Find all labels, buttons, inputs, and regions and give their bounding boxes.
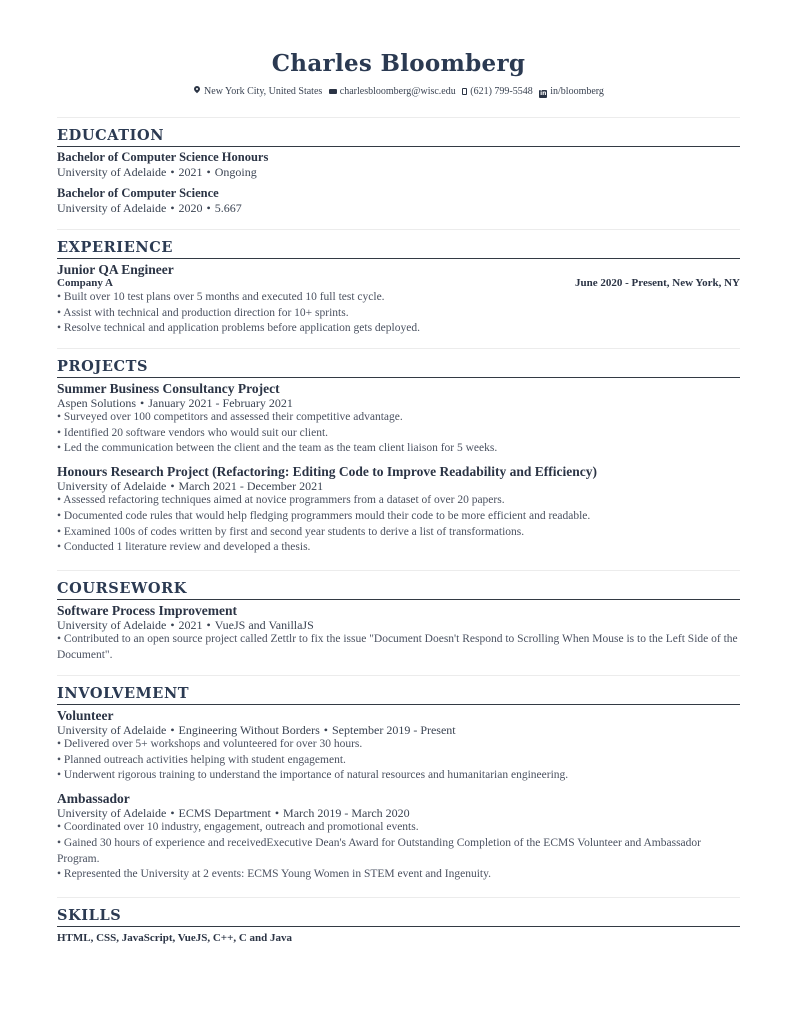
involvement-dept: ECMS Department <box>178 806 271 821</box>
map-pin-icon <box>193 87 201 95</box>
education-entry <box>57 150 740 179</box>
involvement-entry <box>57 791 740 883</box>
project-name: Summer Business Consultancy Project <box>57 381 280 396</box>
bullet-item: • Resolve technical and application problems before application gets deployed. <box>57 322 420 335</box>
job-date-location: June 2020 - Present, New York, NY <box>575 277 740 289</box>
project-meta <box>57 479 740 493</box>
section-title-projects: PROJECTS <box>57 358 740 378</box>
involvement-dates: March 2019 - March 2020 <box>283 806 410 821</box>
course-year: 2021 <box>178 618 203 632</box>
contact-email[interactable] <box>329 85 456 99</box>
separator-dot: • <box>323 723 328 737</box>
section-education <box>57 117 740 222</box>
job-title: Junior QA Engineer <box>57 262 174 277</box>
separator-dot: • <box>206 165 211 179</box>
separator-dot: • <box>170 723 175 737</box>
separator-dot: • <box>170 618 175 632</box>
project-meta <box>57 396 740 410</box>
bullet-item: • Conducted 1 literature review and developed a thesis. <box>57 541 311 554</box>
involvement-org: University of Adelaide <box>57 806 167 821</box>
separator-dot: • <box>274 806 280 821</box>
candidate-name: Charles Bloomberg <box>271 50 526 77</box>
gpa: 5.667 <box>214 201 242 215</box>
involvement-dates: September 2019 - Present <box>332 723 456 737</box>
involvement-org: University of Adelaide <box>57 723 167 737</box>
skills-list: HTML, CSS, JavaScript, VueJS, C++, C and Java <box>57 932 293 944</box>
involvement-role: Volunteer <box>57 708 114 723</box>
contact-linkedin[interactable] <box>539 85 604 99</box>
bullet-item: • Planned outreach activities helping with student engagement. <box>57 753 346 766</box>
envelope-icon <box>329 89 337 94</box>
project-name: Honours Research Project (Refactoring: Editing Code to Improve Readability and Efficiency) <box>57 464 597 480</box>
company-name: Company A <box>57 277 113 289</box>
involvement-role: Ambassador <box>57 791 130 807</box>
bullet-item: • Assessed refactoring techniques aimed at novice programmers from a dataset of over 20 papers. <box>57 494 505 507</box>
separator-dot: • <box>206 201 211 215</box>
contact-phone[interactable] <box>462 85 533 99</box>
mobile-phone-icon <box>462 88 467 95</box>
section-title-experience: EXPERIENCE <box>57 239 740 259</box>
bullet-item: • Delivered over 5+ workshops and volunteered for over 30 hours. <box>57 738 363 750</box>
location-text: New York City, United States <box>204 86 323 97</box>
involvement-dept: Engineering Without Borders <box>178 723 320 737</box>
school: University of Adelaide <box>57 165 167 179</box>
education-entry <box>57 186 740 215</box>
section-involvement <box>57 675 740 890</box>
bullet-item: • Built over 10 test plans over 5 months and executed 10 full test cycle. <box>57 291 385 303</box>
course-tech: VueJS and VanillaJS <box>214 618 314 632</box>
separator-dot: • <box>206 618 211 632</box>
school: University of Adelaide <box>57 201 167 215</box>
phone-text[interactable]: (621) 799-5548 <box>470 86 533 97</box>
degree-meta <box>57 201 740 215</box>
linkedin-text[interactable]: in/bloomberg <box>550 86 604 97</box>
contact-location <box>193 85 322 99</box>
status: Ongoing <box>214 165 257 179</box>
contact-bar <box>57 85 740 99</box>
section-title-education: EDUCATION <box>57 127 740 147</box>
involvement-meta <box>57 723 740 737</box>
bullet-item: • Represented the University at 2 events: ECMS Young Women in STEM event and Ingenuity. <box>57 868 491 881</box>
bullet-item: • Underwent rigorous training to understand the importance of natural resources and humanitarian engineering. <box>57 769 569 782</box>
involvement-entry <box>57 708 740 784</box>
project-dates: January 2021 - February 2021 <box>148 396 293 410</box>
bullet-item: • Surveyed over 100 competitors and assessed their competitive advantage. <box>57 411 403 423</box>
separator-dot: • <box>170 479 175 494</box>
bullet-item: • Identified 20 software vendors who would suit our client. <box>57 426 329 439</box>
section-projects <box>57 348 740 563</box>
company-row <box>57 277 740 290</box>
separator-dot: • <box>170 806 175 821</box>
email-text[interactable]: charlesbloomberg@wisc.edu <box>339 86 456 97</box>
experience-entry <box>57 262 740 337</box>
section-title-skills: SKILLS <box>57 907 740 927</box>
section-title-involvement: INVOLVEMENT <box>57 685 740 705</box>
project-org: University of Adelaide <box>57 479 167 494</box>
bullet-item: • Documented code rules that would help fledging programmers mould their code to be more efficient and readable. <box>57 509 591 522</box>
separator-dot: • <box>140 396 145 410</box>
coursework-entry <box>57 603 740 663</box>
section-coursework <box>57 570 740 670</box>
degree-title: Bachelor of Computer Science <box>57 186 219 200</box>
involvement-meta <box>57 806 740 820</box>
resume-page <box>57 0 740 944</box>
degree-title: Bachelor of Computer Science Honours <box>57 150 269 164</box>
section-skills <box>57 897 740 944</box>
bullet-item: • Gained 30 hours of experience and receivedExecutive Dean's Award for Outstanding Completion of the ECMS Volunteer and Ambassador Program. <box>57 836 701 865</box>
separator-dot: • <box>170 201 175 215</box>
project-entry <box>57 381 740 457</box>
project-dates: March 2021 - December 2021 <box>178 479 324 494</box>
bullet-item: • Coordinated over 10 industry, engagement, outreach and promotional events. <box>57 821 419 834</box>
year: 2021 <box>178 165 203 179</box>
separator-dot: • <box>170 165 175 179</box>
section-title-coursework: COURSEWORK <box>57 580 740 600</box>
bullet-item: • Led the communication between the client and the team as the team client liaison for 5 weeks. <box>57 442 498 455</box>
section-experience <box>57 229 740 344</box>
year: 2020 <box>178 201 203 215</box>
course-meta <box>57 618 740 632</box>
degree-meta <box>57 165 740 179</box>
course-org: University of Adelaide <box>57 618 167 632</box>
bullet-item: • Assist with technical and production direction for 10+ sprints. <box>57 306 349 319</box>
linkedin-icon: in <box>540 90 547 97</box>
project-entry <box>57 464 740 556</box>
course-name: Software Process Improvement <box>57 603 237 618</box>
bullet-item: • Contributed to an open source project called Zettlr to fix the issue "Document Doesn't Respond to Scrolling When Mouse is to the Left Side of the Document". <box>57 633 738 661</box>
project-org: Aspen Solutions <box>57 396 137 410</box>
bullet-item: • Examined 100s of codes written by first and second year students to derive a list of transformations. <box>57 525 525 538</box>
